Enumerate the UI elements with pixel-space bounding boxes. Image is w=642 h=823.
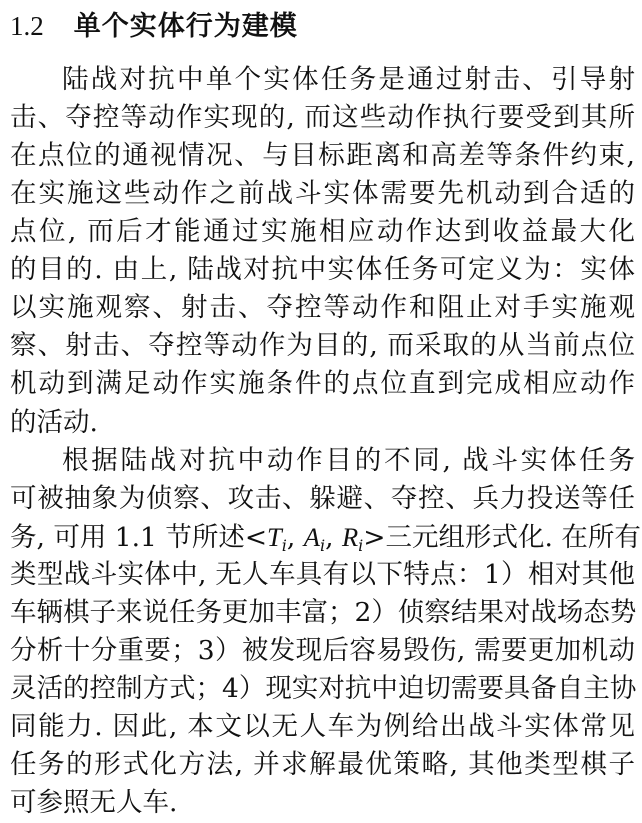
- paragraph1-line-2: 击、夺控等动作实现的, 而这些动作执行要受到其所: [10, 102, 635, 134]
- formula-T-subscript: i: [281, 535, 287, 555]
- formula-R-subscript: i: [358, 535, 364, 555]
- paragraph2-line-2: 可被抽象为侦察、攻击、躲避、夺控、兵力投送等任: [10, 482, 635, 514]
- paragraph1-line-8: 察、射击、夺控等动作为目的, 而采取的从当前点位: [10, 330, 635, 362]
- paragraph2-line-3: [10, 517, 641, 557]
- paragraph2-line-8: 同能力. 因此, 本文以无人车为例给出战斗实体常见: [10, 710, 635, 742]
- paragraph1-line-4: 在实施这些动作之前战斗实体需要先机动到合适的: [10, 178, 635, 210]
- formula-separator-1: ,: [286, 521, 304, 553]
- paragraph2-line-4: 类型战斗实体中, 无人车具有以下特点：1）相对其他: [10, 558, 635, 590]
- paragraph1-line-1: 陆战对抗中单个实体任务是通过射击、引导射: [62, 64, 635, 95]
- formula-A: A: [303, 521, 320, 552]
- paragraph2-line-9: 任务的形式化方法, 并求解最优策略, 其他类型棋子: [10, 748, 635, 780]
- formula-suffix: >三元组形式化. 在所有: [363, 521, 641, 553]
- paragraph2-line-5: 车辆棋子来说任务更加丰富；2）侦察结果对战场态势: [10, 596, 637, 628]
- formula-prefix: 务, 可用 1.1 节所述<: [10, 521, 268, 553]
- paragraph1-line-3: 在点位的通视情况、与目标距离和高差等条件约束,: [10, 140, 635, 172]
- formula-T: T: [267, 521, 282, 552]
- paragraph2-line-6: 分析十分重要；3）被发现后容易毁伤, 需要更加机动: [10, 634, 635, 666]
- section-heading: [10, 6, 298, 46]
- paragraph1-line-6: 的目的. 由上, 陆战对抗中实体任务可定义为：实体: [10, 254, 635, 286]
- paragraph1-line-5: 点位, 而后才能通过实施相应动作达到收益最大化: [10, 216, 635, 248]
- paragraph2-line-10: 可参照无人车.: [10, 787, 178, 818]
- paragraph1-line-7: 以实施观察、射击、夺控等动作和阻止对手实施观: [10, 292, 635, 324]
- formula-R: R: [341, 521, 359, 552]
- paragraph2-line-1: 根据陆战对抗中动作目的不同, 战斗实体任务: [62, 444, 635, 476]
- paragraph1-line-9: 机动到满足动作实施条件的点位直到完成相应动作: [10, 368, 635, 400]
- section-number: 1.2: [10, 11, 44, 41]
- paragraph1-line-10: 的活动.: [10, 406, 98, 438]
- section-title: 单个实体行为建模: [73, 11, 298, 42]
- formula-A-subscript: i: [319, 535, 326, 555]
- formula-separator-2: ,: [325, 521, 342, 553]
- paragraph2-line-7: 灵活的控制方式；4）现实对抗中迫切需要具备自主协: [10, 672, 637, 704]
